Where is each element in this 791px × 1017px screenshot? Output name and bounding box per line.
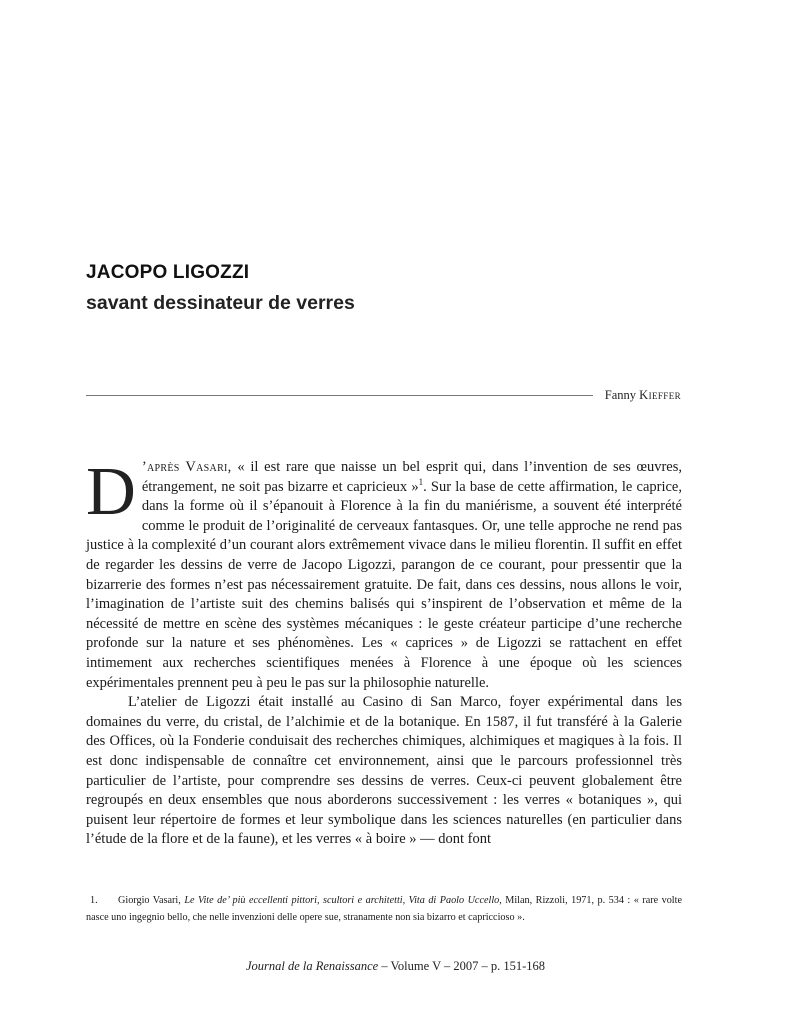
footnote-details: , Milan, Rizzoli, 1971, p. 534 : « rare volte nasce uno ingegnio bello, che nelle invenzioni delle opere sue, stranamente non sia bizarro et capriccioso ». xyxy=(86,895,682,923)
author-first-name: Fanny xyxy=(604,387,637,402)
journal-name: Journal de la Renaissance xyxy=(245,959,379,973)
footnote-1 xyxy=(86,892,682,926)
article-subtitle: savant dessinateur de verres xyxy=(86,292,355,314)
article-title: JACOPO LIGOZZI xyxy=(86,262,250,283)
paragraph-1 xyxy=(86,453,682,693)
paragraph-2: L’atelier de Ligozzi était installé au Casino di San Marco, foyer expérimental dans les domaines du verre, du cristal, de l’alchimie et de la botanique. En 1587, il fut transféré à la Galerie des Offices, où la Fonderie conduisait des recherches chimiques, alchimiques et magiques à la fois. Il est donc indispensable de connaître cet environnement, ainsi que le parcours professionnel très particulier de l’artiste, pour comprendre ses dessins de verres. Ceux-ci peuvent globalement être regroupés en deux ensembles que nous aborderons successivement : les verres « botaniques », qui puisent leur répertoire de formes et leur symbolique dans les sciences naturelles (en particulier dans l’étude de la flore et de la faune), et les verres « à boire » — dont font xyxy=(86,694,682,848)
paragraph-1-text-a: « il est rare que naisse un bel esprit qui, dans l’invention de ses œuvres, étrangement, ne soit pas bizarre et capricieux » xyxy=(141,459,682,495)
author-rule xyxy=(86,395,593,396)
page-footer xyxy=(0,959,791,974)
footnote-author: Giorgio Vasari, xyxy=(118,895,185,906)
lead-in-small-caps: ’après Vasari, xyxy=(141,459,232,475)
footnote-ref-1[interactable]: 1 xyxy=(418,476,424,487)
drop-cap: D xyxy=(86,453,136,529)
footer-volume-pages: – Volume V – 2007 – p. 151-168 xyxy=(378,959,546,973)
article-body xyxy=(86,453,682,850)
author-name xyxy=(605,388,681,403)
paragraph-1-text-b: . Sur la base de cette affirmation, le caprice, dans la forme où il s’épanouit à Florence à la fin du maniérisme, a souvent été interprété comme le produit de l’originalité de cerveaux fantasques. Or, une telle approche ne rend pas justice à la complexité d’un courant alors extrêmement vivace dans le milieu florentin. Il suffit en effet de regarder les dessins de verre de Jacopo Ligozzi, parangon de ce courant, pour pressentir que la bizarrerie des formes n’est pas nécessairement gratuite. De fait, dans ces dessins, nous allons le voir, l’imagination de l’artiste suit des chemins balisés qui s’inspirent de l’observation et même de la nécessité de mettre en scène des systèmes mécaniques : le geste créateur participe d’une recherche profonde sur la nature et ses phénomènes. Les « caprices » de Ligozzi se rattachent en effet intimement aux recherches scientifiques menées à Florence à une époque où les sciences expérimentales prennent peu à peu le pas sur la philosophie naturelle. xyxy=(86,478,682,691)
author-line xyxy=(86,387,681,403)
footnote-number: 1. xyxy=(90,895,98,906)
author-last-name: Kieffer xyxy=(639,387,681,402)
footnote-work-title: Le Vite de’ più eccellenti pittori, scultori e architetti, Vita di Paolo Uccello xyxy=(184,895,500,906)
